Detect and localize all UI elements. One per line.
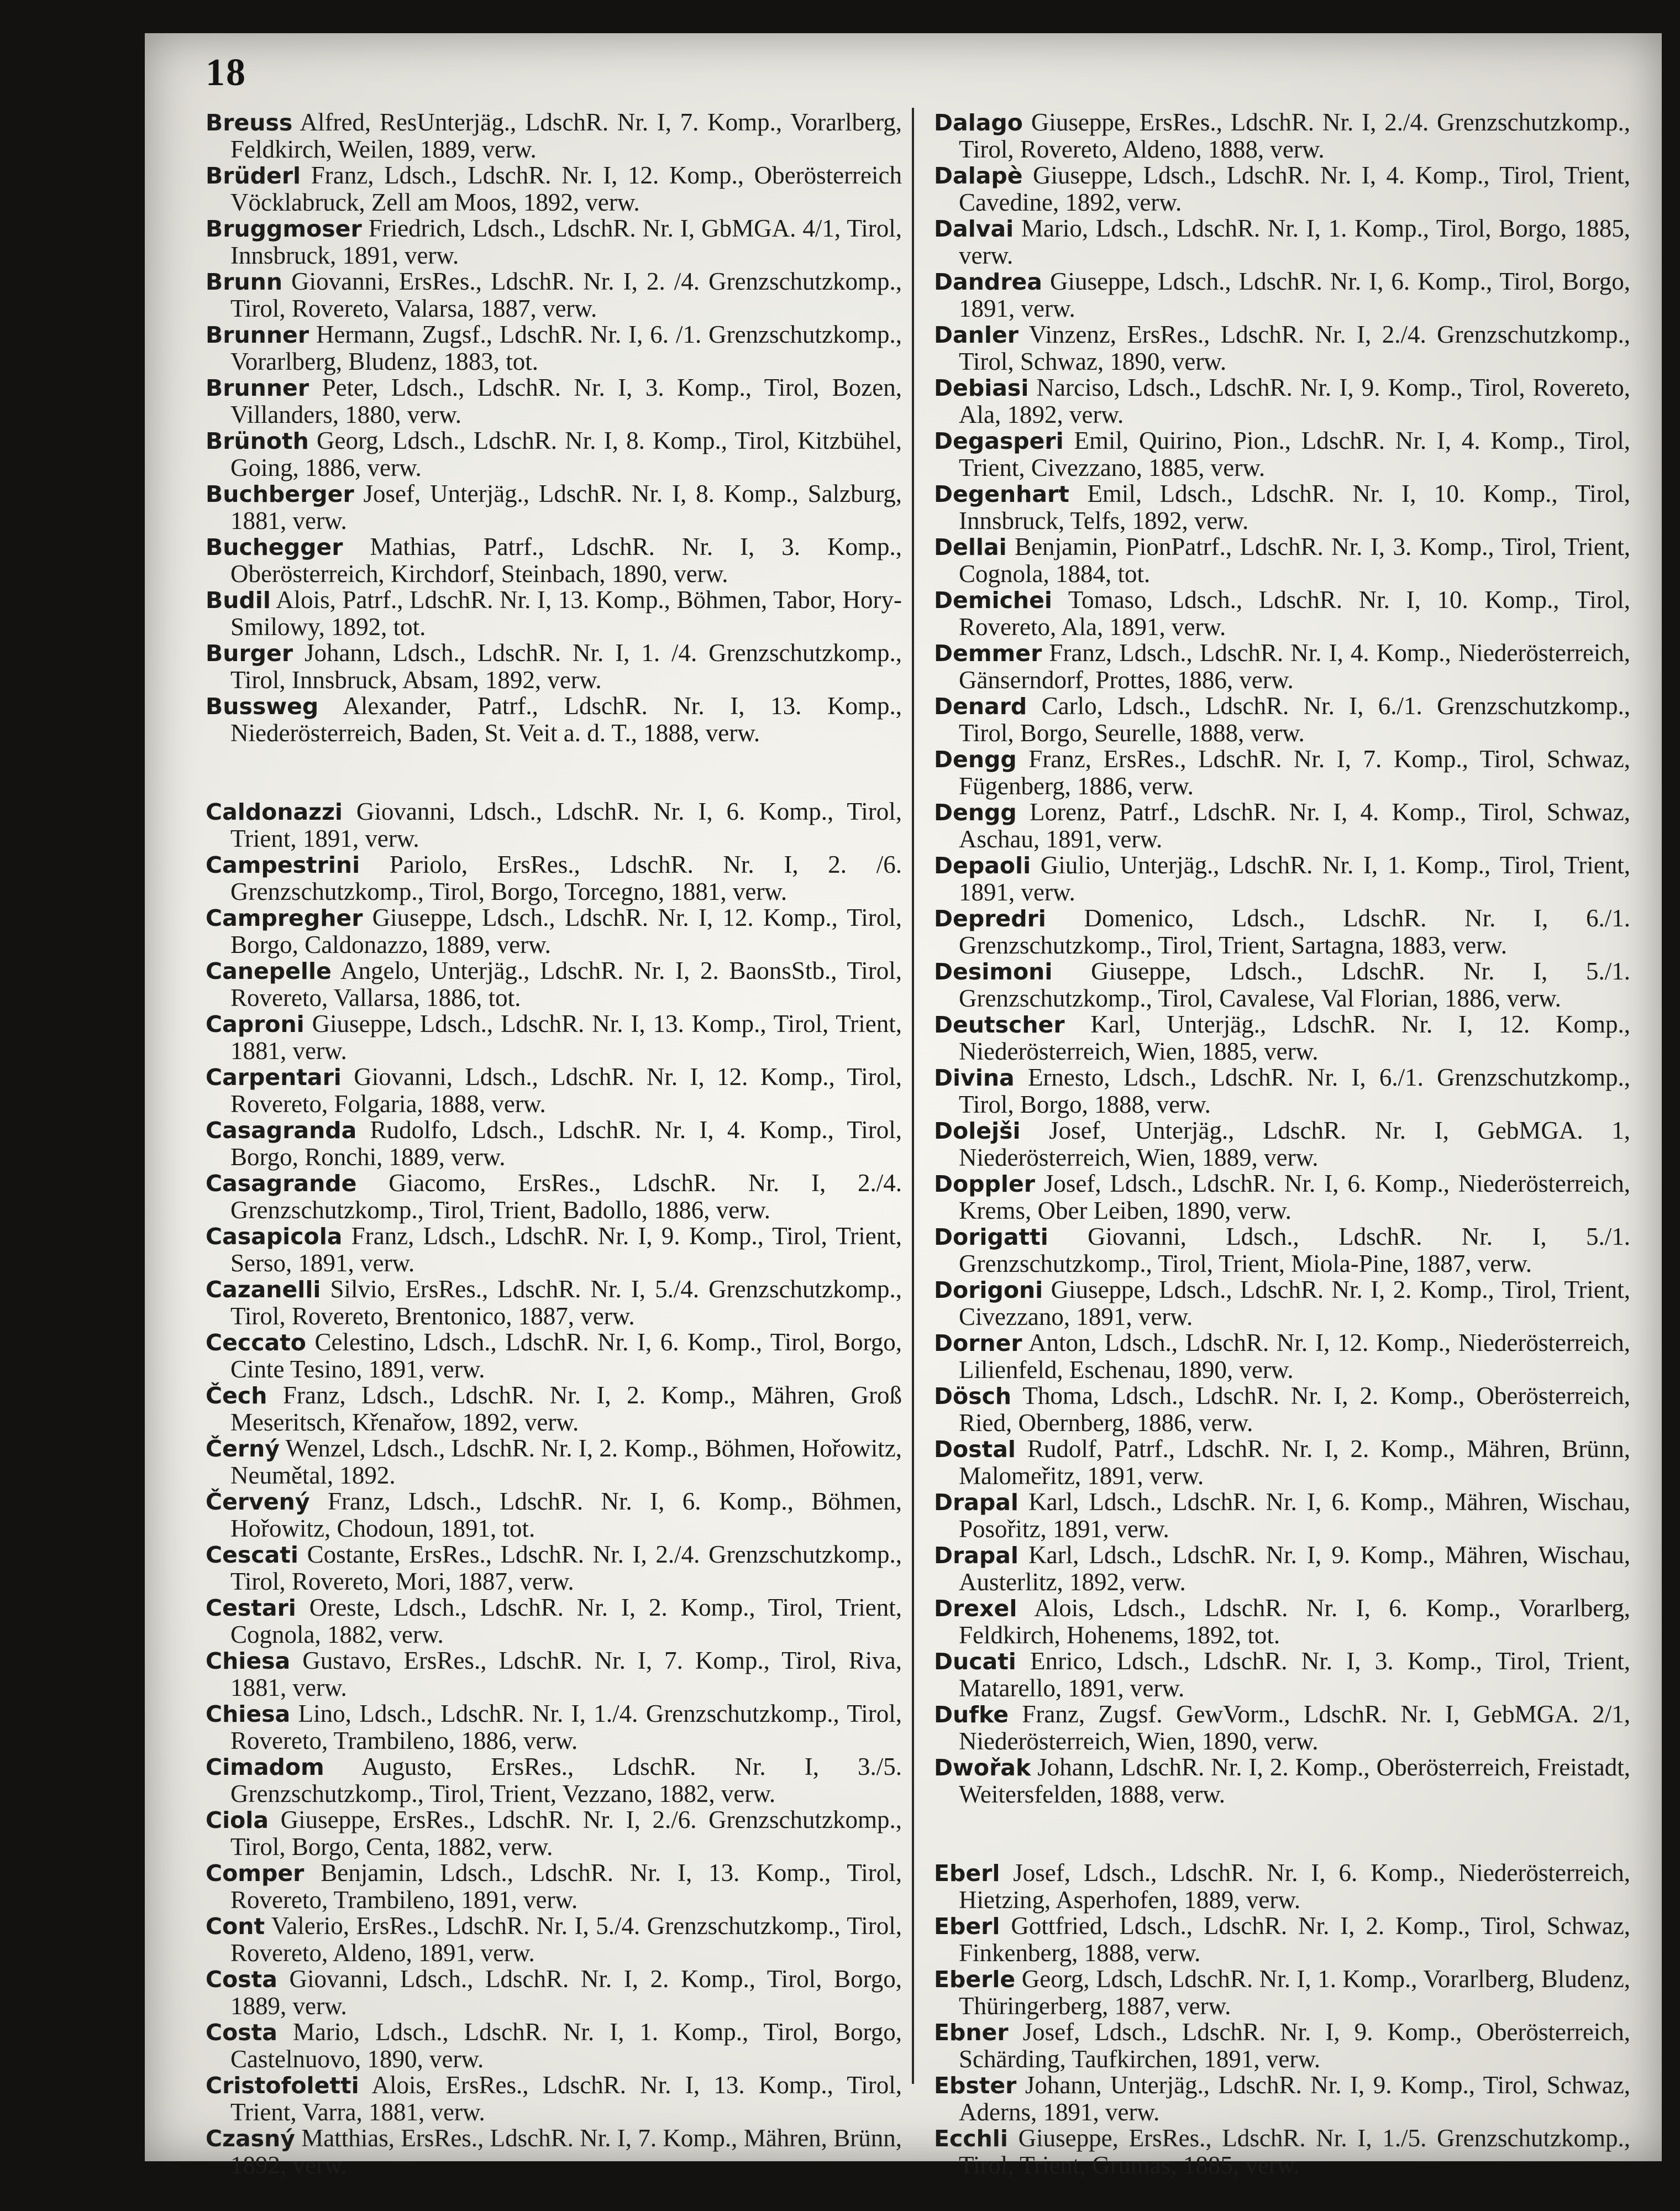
register-entry [934, 905, 1630, 958]
entry-details: Giacomo, ErsRes., LdschR. Nr. I, 2./4. Grenzschutzkomp., Tirol, Trient, Badollo, 1886, verw. [230, 1169, 902, 1224]
register-entry [934, 375, 1630, 428]
entry-details: Georg, Ldsch, LdschR. Nr. I, 1. Komp., Vorarlberg, Bludenz, Thüringerberg, 1887, verw. [959, 1965, 1630, 2020]
entry-surname: Canepelle [206, 958, 332, 984]
register-entry [934, 1065, 1630, 1118]
register-entry [934, 2019, 1630, 2072]
entry-surname: Dorigoni [934, 1277, 1043, 1303]
register-entry [934, 1330, 1630, 1383]
entry-surname: Desimoni [934, 958, 1053, 985]
register-entry [934, 481, 1630, 534]
register-entry [206, 1223, 902, 1276]
entry-surname: Buchegger [206, 534, 343, 560]
register-entry [934, 1648, 1630, 1701]
entry-details: Angelo, Unterjäg., LdschR. Nr. I, 2. BaonsStb., Tirol, Rovereto, Vallarsa, 1886, tot. [230, 957, 902, 1012]
entry-surname: Burger [206, 640, 293, 667]
entry-details: Giovanni, Ldsch., LdschR. Nr. I, 12. Komp., Tirol, Rovereto, Folgaria, 1888, verw. [230, 1063, 902, 1118]
entry-surname: Brüderl [206, 163, 301, 189]
entry-details: Thoma, Ldsch., LdschR. Nr. I, 2. Komp., Oberösterreich, Ried, Obernberg, 1886, verw. [959, 1382, 1630, 1437]
entry-details: Rudolfo, Ldsch., LdschR. Nr. I, 4. Komp., Tirol, Borgo, Ronchi, 1889, verw. [230, 1116, 902, 1171]
entry-details: Johann, Ldsch., LdschR. Nr. I, 1. /4. Grenzschutzkomp., Tirol, Innsbruck, Absam, 1892, verw. [230, 639, 902, 694]
entry-surname: Brunn [206, 269, 283, 295]
entry-details: Giuseppe, Ldsch., LdschR. Nr. I, 4. Komp., Tirol, Trient, Cavedine, 1892, verw. [959, 161, 1630, 216]
entry-details: Franz, Ldsch., LdschR. Nr. I, 6. Komp., Böhmen, Hořowitz, Chodoun, 1891, tot. [230, 1487, 902, 1542]
register-entry [206, 375, 902, 428]
entry-surname: Ebster [934, 2072, 1017, 2099]
entry-surname: Casagrande [206, 1170, 357, 1197]
entry-details: Narciso, Ldsch., LdschR. Nr. I, 9. Komp., Tirol, Rovereto, Ala, 1892, verw. [959, 374, 1630, 428]
entry-surname: Degasperi [934, 428, 1064, 454]
entry-surname: Ecchli [934, 2125, 1008, 2152]
entry-surname: Eberl [934, 1913, 1000, 1940]
register-entry [206, 2072, 902, 2125]
entry-details: Giuseppe, Ldsch., LdschR. Nr. I, 5./1. Grenzschutzkomp., Tirol, Cavalese, Val Florian, 1886, verw. [959, 957, 1630, 1012]
register-entry [206, 958, 902, 1011]
entry-surname: Dorner [934, 1330, 1022, 1356]
entry-details: Giuseppe, Ldsch., LdschR. Nr. I, 2. Komp., Tirol, Trient, Civezzano, 1891, verw. [959, 1276, 1630, 1330]
entry-surname: Cestari [206, 1595, 296, 1621]
entry-surname: Bruggmoser [206, 216, 362, 242]
entry-surname: Cescati [206, 1542, 298, 1568]
register-entry [934, 428, 1630, 481]
entry-details: Alois, Patrf., LdschR. Nr. I, 13. Komp., Böhmen, Tabor, Hory-Smilowy, 1892, tot. [230, 586, 902, 641]
entry-details: Johann, LdschR. Nr. I, 2. Komp., Oberösterreich, Freistadt, Weitersfelden, 1888, verw. [959, 1753, 1630, 1808]
entry-surname: Casapicola [206, 1223, 343, 1250]
section-gap [206, 746, 902, 799]
register-entry [934, 1171, 1630, 1224]
register-entry [206, 587, 902, 640]
entry-surname: Degenhart [934, 481, 1069, 507]
register-entry [206, 1966, 902, 2019]
register-entry [206, 1382, 902, 1435]
entry-surname: Campestrini [206, 852, 360, 878]
entry-surname: Divina [934, 1065, 1015, 1091]
register-entry [206, 799, 902, 852]
entry-details: Josef, Ldsch., LdschR. Nr. I, 6. Komp., Niederösterreich, Krems, Ober Leiben, 1890, verw. [959, 1170, 1630, 1224]
register-entry [934, 1436, 1630, 1489]
entry-surname: Dellai [934, 534, 1007, 560]
entry-details: Georg, Ldsch., LdschR. Nr. I, 8. Komp., Tirol, Kitzbühel, Going, 1886, verw. [230, 427, 902, 481]
entry-details: Gottfried, Ldsch., LdschR. Nr. I, 2. Komp., Tirol, Schwaz, Finkenberg, 1888, verw. [959, 1912, 1630, 1967]
register-entry [206, 1542, 902, 1595]
register-entry [934, 1012, 1630, 1065]
register-entry [934, 1701, 1630, 1754]
register-entry [934, 1966, 1630, 2019]
entry-surname: Eberle [934, 1966, 1016, 1993]
entry-details: Giovanni, ErsRes., LdschR. Nr. I, 2. /4. Grenzschutzkomp., Tirol, Rovereto, Valarsa, 1887, verw. [230, 268, 902, 322]
entry-details: Vinzenz, ErsRes., LdschR. Nr. I, 2./4. Grenzschutzkomp., Tirol, Schwaz, 1890, verw. [959, 321, 1630, 375]
register-entry [934, 640, 1630, 693]
register-entry [206, 852, 902, 905]
register-entry [206, 1701, 902, 1754]
entry-surname: Cazanelli [206, 1276, 321, 1303]
column-divider [912, 108, 914, 2084]
entry-details: Alois, Ldsch., LdschR. Nr. I, 6. Komp., Vorarlberg, Feldkirch, Hohenems, 1892, tot. [959, 1594, 1630, 1649]
entry-surname: Dolejši [934, 1118, 1021, 1144]
entry-surname: Depredri [934, 905, 1046, 932]
entry-details: Franz, Ldsch., LdschR. Nr. I, 2. Komp., Mähren, Groß Meseritsch, Křenařow, 1892, verw. [230, 1381, 902, 1436]
entry-surname: Dufke [934, 1701, 1009, 1728]
entry-surname: Bussweg [206, 693, 319, 720]
entry-surname: Dengg [934, 746, 1017, 773]
register-entry [934, 958, 1630, 1012]
register-entry [934, 587, 1630, 640]
entry-details: Johann, Unterjäg., LdschR. Nr. I, 9. Komp., Tirol, Schwaz, Aderns, 1891, verw. [959, 2071, 1630, 2126]
entry-surname: Costa [206, 1966, 277, 1993]
entry-surname: Ducati [934, 1648, 1016, 1675]
register-entry [934, 163, 1630, 216]
register-entry [206, 905, 902, 958]
entry-surname: Dandrea [934, 269, 1042, 295]
entry-surname: Brunner [206, 322, 309, 348]
entry-surname: Carpentari [206, 1064, 342, 1091]
register-entry [934, 852, 1630, 905]
register-entry [934, 109, 1630, 163]
entry-details: Josef, Unterjäg., LdschR. Nr. I, GebMGA. 1, Niederösterreich, Wien, 1889, verw. [959, 1117, 1630, 1171]
entry-surname: Brunner [206, 375, 309, 401]
register-entry [934, 534, 1630, 587]
register-entry [206, 534, 902, 587]
entry-details: Gustavo, ErsRes., LdschR. Nr. I, 7. Komp., Tirol, Riva, 1881, verw. [230, 1647, 902, 1701]
entry-surname: Cimadom [206, 1754, 324, 1780]
entry-surname: Brünoth [206, 428, 309, 454]
register-entry [934, 1754, 1630, 1807]
register-entry [206, 1170, 902, 1223]
register-entry [934, 1277, 1630, 1330]
register-entry [206, 109, 902, 163]
entry-surname: Depaoli [934, 852, 1031, 879]
entry-surname: Drexel [934, 1595, 1017, 1622]
entry-details: Oreste, Ldsch., LdschR. Nr. I, 2. Komp., Tirol, Trient, Cognola, 1882, verw. [230, 1594, 902, 1648]
register-entry [206, 1329, 902, 1382]
entry-details: Giuseppe, Ldsch., LdschR. Nr. I, 12. Komp., Tirol, Borgo, Caldonazzo, 1889, verw. [230, 904, 902, 958]
entry-details: Alois, ErsRes., LdschR. Nr. I, 13. Komp., Tirol, Trient, Varra, 1881, verw. [230, 2071, 902, 2126]
register-entry [206, 1011, 902, 1064]
entry-details: Domenico, Ldsch., LdschR. Nr. I, 6./1. Grenzschutzkomp., Tirol, Trient, Sartagna, 1883, verw. [959, 904, 1630, 959]
entry-details: Pariolo, ErsRes., LdschR. Nr. I, 2. /6. Grenzschutzkomp., Tirol, Borgo, Torcegno, 1881, verw. [230, 851, 902, 905]
entry-details: Carlo, Ldsch., LdschR. Nr. I, 6./1. Grenzschutzkomp., Tirol, Borgo, Seurelle, 1888, verw. [959, 692, 1630, 747]
register-entry [934, 1913, 1630, 1966]
register-entry [934, 322, 1630, 375]
entry-surname: Breuss [206, 109, 293, 136]
entry-details: Lino, Ldsch., LdschR. Nr. I, 1./4. Grenzschutzkomp., Tirol, Rovereto, Trambileno, 1886, verw. [230, 1700, 902, 1754]
entry-details: Franz, Ldsch., LdschR. Nr. I, 9. Komp., Tirol, Trient, Serso, 1891, verw. [230, 1222, 902, 1277]
entry-surname: Cont [206, 1913, 265, 1940]
entry-surname: Dwořak [934, 1754, 1031, 1781]
entry-details: Celestino, Ldsch., LdschR. Nr. I, 6. Komp., Tirol, Borgo, Cinte Tesino, 1891, verw. [230, 1328, 902, 1383]
entry-surname: Budil [206, 587, 271, 614]
register-entry [934, 799, 1630, 852]
entry-details: Giovanni, Ldsch., LdschR. Nr. I, 5./1. Grenzschutzkomp., Tirol, Trient, Miola-Pine, 1887, verw. [959, 1223, 1630, 1277]
entry-surname: Casagranda [206, 1117, 357, 1144]
entry-details: Ernesto, Ldsch., LdschR. Nr. I, 6./1. Grenzschutzkomp., Tirol, Borgo, 1888, verw. [959, 1063, 1630, 1118]
entry-surname: Dalago [934, 109, 1023, 136]
entry-surname: Ebner [934, 2019, 1009, 2046]
entry-details: Wenzel, Ldsch., LdschR. Nr. I, 2. Komp., Böhmen, Hořowitz, Neumětal, 1892. [230, 1434, 902, 1489]
entry-details: Karl, Ldsch., LdschR. Nr. I, 9. Komp., Mähren, Wischau, Austerlitz, 1892, verw. [959, 1541, 1630, 1596]
entry-surname: Dalvai [934, 216, 1014, 242]
entry-surname: Dösch [934, 1383, 1012, 1410]
register-entry [934, 216, 1630, 269]
entry-details: Alfred, ResUnterjäg., LdschR. Nr. I, 7. Komp., Vorarlberg, Feldkirch, Weilen, 1889, verw. [230, 108, 902, 163]
entry-surname: Demmer [934, 640, 1042, 667]
register-entry [206, 1648, 902, 1701]
entry-details: Mario, Ldsch., LdschR. Nr. I, 1. Komp., Tirol, Borgo, 1885, verw. [959, 214, 1630, 269]
register-entry [206, 1489, 902, 1542]
register-entry [206, 428, 902, 481]
entry-details: Giovanni, Ldsch., LdschR. Nr. I, 2. Komp., Tirol, Borgo, 1889, verw. [230, 1965, 902, 2020]
entry-details: Josef, Ldsch., LdschR. Nr. I, 6. Komp., Niederösterreich, Hietzing, Asperhofen, 1889, verw. [959, 1859, 1630, 1914]
entry-details: Giulio, Unterjäg., LdschR. Nr. I, 1. Komp., Tirol, Trient, 1891, verw. [959, 851, 1630, 906]
entry-details: Matthias, ErsRes., LdschR. Nr. I, 7. Komp., Mähren, Brünn, 1892, verw. [230, 2124, 902, 2179]
entry-details: Augusto, ErsRes., LdschR. Nr. I, 3./5. Grenzschutzkomp., Tirol, Trient, Vezzano, 1882, verw. [230, 1753, 902, 1807]
entry-surname: Drapal [934, 1542, 1019, 1569]
entry-details: Lorenz, Patrf., LdschR. Nr. I, 4. Komp., Tirol, Schwaz, Aschau, 1891, verw. [959, 798, 1630, 853]
entry-surname: Denard [934, 693, 1027, 720]
entry-details: Giuseppe, Ldsch., LdschR. Nr. I, 6. Komp., Tirol, Borgo, 1891, verw. [959, 268, 1630, 322]
register-entry [206, 1807, 902, 1860]
entry-surname: Ciola [206, 1807, 269, 1833]
entry-details: Giovanni, Ldsch., LdschR. Nr. I, 6. Komp., Tirol, Trient, 1891, verw. [230, 798, 902, 852]
entry-surname: Caldonazzi [206, 799, 343, 825]
entry-surname: Czasný [206, 2125, 295, 2152]
register-entry [206, 216, 902, 269]
entry-details: Valerio, ErsRes., LdschR. Nr. I, 5./4. Grenzschutzkomp., Tirol, Rovereto, Aldeno, 1891, verw. [230, 1912, 902, 1967]
register-entry [934, 269, 1630, 322]
entry-details: Karl, Ldsch., LdschR. Nr. I, 6. Komp., Mähren, Wischau, Posořitz, 1891, verw. [959, 1488, 1630, 1543]
entry-surname: Debiasi [934, 375, 1029, 401]
register-entry [934, 1489, 1630, 1542]
entry-details: Friedrich, Ldsch., LdschR. Nr. I, GbMGA. 4/1, Tirol, Innsbruck, 1891, verw. [230, 214, 902, 269]
register-entry [206, 2125, 902, 2178]
register-entry [206, 1064, 902, 1117]
entry-surname: Campregher [206, 905, 363, 931]
entry-details: Peter, Ldsch., LdschR. Nr. I, 3. Komp., Tirol, Bozen, Villanders, 1880, verw. [230, 374, 902, 428]
entry-details: Giuseppe, ErsRes., LdschR. Nr. I, 2./4. Grenzschutzkomp., Tirol, Rovereto, Aldeno, 1888, verw. [959, 108, 1630, 163]
register-entry [206, 1860, 902, 1913]
entry-details: Franz, Zugsf. GewVorm., LdschR. Nr. I, GebMGA. 2/1, Niederösterreich, Wien, 1890, verw. [959, 1700, 1630, 1755]
register-entry [206, 2019, 902, 2072]
register-entry [206, 322, 902, 375]
register-entry [206, 481, 902, 534]
entry-details: Tomaso, Ldsch., LdschR. Nr. I, 10. Komp., Tirol, Rovereto, Ala, 1891, verw. [959, 586, 1630, 641]
entry-details: Franz, Ldsch., LdschR. Nr. I, 4. Komp., Niederösterreich, Gänserndorf, Prottes, 1886, verw. [959, 639, 1630, 694]
register-entry [934, 746, 1630, 799]
entry-surname: Deutscher [934, 1012, 1065, 1038]
entry-details: Karl, Unterjäg., LdschR. Nr. I, 12. Komp., Niederösterreich, Wien, 1885, verw. [959, 1010, 1630, 1065]
entry-details: Emil, Ldsch., LdschR. Nr. I, 10. Komp., Tirol, Innsbruck, Telfs, 1892, verw. [959, 480, 1630, 535]
entry-surname: Dengg [934, 799, 1017, 826]
entry-details: Silvio, ErsRes., LdschR. Nr. I, 5./4. Grenzschutzkomp., Tirol, Rovereto, Brentonico, 1887, verw. [230, 1275, 902, 1330]
entry-surname: Buchberger [206, 481, 354, 507]
entry-details: Rudolf, Patrf., LdschR. Nr. I, 2. Komp., Mähren, Brünn, Malomeřitz, 1891, verw. [959, 1435, 1630, 1490]
register-entry [934, 693, 1630, 746]
entry-details: Benjamin, PionPatrf., LdschR. Nr. I, 3. Komp., Tirol, Trient, Cognola, 1884, tot. [959, 533, 1630, 588]
entry-surname: Demichei [934, 587, 1052, 614]
entry-details: Franz, ErsRes., LdschR. Nr. I, 7. Komp., Tirol, Schwaz, Fügenberg, 1886, verw. [959, 745, 1630, 800]
entry-details: Mario, Ldsch., LdschR. Nr. I, 1. Komp., Tirol, Borgo, Castelnuovo, 1890, verw. [230, 2018, 902, 2073]
entry-details: Costante, ErsRes., LdschR. Nr. I, 2./4. Grenzschutzkomp., Tirol, Rovereto, Mori, 1887, verw. [230, 1541, 902, 1595]
entry-details: Alexander, Patrf., LdschR. Nr. I, 13. Komp., Niederösterreich, Baden, St. Veit a. d. T., 1888, verw. [230, 692, 902, 747]
register-entry [206, 1913, 902, 1966]
entry-details: Josef, Ldsch., LdschR. Nr. I, 9. Komp., Oberösterreich, Schärding, Taufkirchen, 1891, verw. [959, 2018, 1630, 2073]
entry-surname: Dorigatti [934, 1224, 1048, 1250]
entry-surname: Chiesa [206, 1701, 291, 1727]
entry-surname: Costa [206, 2019, 277, 2046]
entry-details: Josef, Unterjäg., LdschR. Nr. I, 8. Komp., Salzburg, 1881, verw. [230, 480, 902, 535]
register-entry [206, 269, 902, 322]
entry-details: Emil, Quirino, Pion., LdschR. Nr. I, 4. Komp., Tirol, Trient, Civezzano, 1885, verw. [959, 427, 1630, 481]
entry-details: Enrico, Ldsch., LdschR. Nr. I, 3. Komp., Tirol, Trient, Matarello, 1891, verw. [959, 1647, 1630, 1702]
entry-surname: Dalapè [934, 163, 1023, 189]
entry-details: Benjamin, Ldsch., LdschR. Nr. I, 13. Komp., Tirol, Rovereto, Trambileno, 1891, verw. [230, 1859, 902, 1914]
entry-surname: Danler [934, 322, 1019, 348]
entry-surname: Ceccato [206, 1329, 306, 1356]
entry-surname: Dostal [934, 1436, 1016, 1463]
register-entry [206, 163, 902, 216]
register-entry [934, 1542, 1630, 1595]
entry-surname: Cristofoletti [206, 2072, 359, 2099]
section-gap [934, 1807, 1630, 1860]
entry-surname: Čech [206, 1382, 267, 1409]
entry-surname: Chiesa [206, 1648, 291, 1674]
entry-details: Anton, Ldsch., LdschR. Nr. I, 12. Komp., Niederösterreich, Lilienfeld, Eschenau, 1890, verw. [959, 1329, 1630, 1384]
register-entry [206, 693, 902, 746]
entry-surname: Černý [206, 1435, 280, 1462]
entry-surname: Comper [206, 1860, 305, 1887]
entry-surname: Caproni [206, 1011, 305, 1038]
page-number: 18 [206, 51, 246, 94]
entry-details: Giuseppe, ErsRes., LdschR. Nr. I, 1./5. Grenzschutzkomp., Tirol, Trient, Grumas, 1885, verw. [959, 2124, 1630, 2179]
register-entry [206, 1435, 902, 1489]
right-column [934, 109, 1630, 2178]
register-entry [934, 1383, 1630, 1436]
entry-details: Giuseppe, Ldsch., LdschR. Nr. I, 13. Komp., Tirol, Trient, 1881, verw. [230, 1010, 902, 1065]
entry-surname: Doppler [934, 1171, 1035, 1197]
entry-surname: Drapal [934, 1489, 1019, 1516]
entry-surname: Eberl [934, 1860, 1000, 1887]
register-entry [934, 2072, 1630, 2125]
register-entry [934, 1595, 1630, 1648]
entry-surname: Červený [206, 1489, 310, 1515]
register-entry [934, 1224, 1630, 1277]
entry-details: Giuseppe, ErsRes., LdschR. Nr. I, 2./6. Grenzschutzkomp., Tirol, Borgo, Centa, 1882, verw. [230, 1806, 902, 1861]
entry-details: Franz, Ldsch., LdschR. Nr. I, 12. Komp., Oberösterreich Vöcklabruck, Zell am Moos, 1892, verw. [230, 161, 902, 216]
register-entry [206, 1754, 902, 1807]
entry-details: Mathias, Patrf., LdschR. Nr. I, 3. Komp., Oberösterreich, Kirchdorf, Steinbach, 1890, verw. [230, 533, 902, 588]
register-entry [206, 1117, 902, 1170]
register-entry [934, 2125, 1630, 2178]
register-entry [934, 1860, 1630, 1913]
entry-details: Hermann, Zugsf., LdschR. Nr. I, 6. /1. Grenzschutzkomp., Vorarlberg, Bludenz, 1883, tot. [230, 321, 902, 375]
register-entry [206, 1595, 902, 1648]
register-entry [206, 1276, 902, 1329]
register-entry [206, 640, 902, 693]
left-column [206, 109, 902, 2178]
register-entry [934, 1118, 1630, 1171]
